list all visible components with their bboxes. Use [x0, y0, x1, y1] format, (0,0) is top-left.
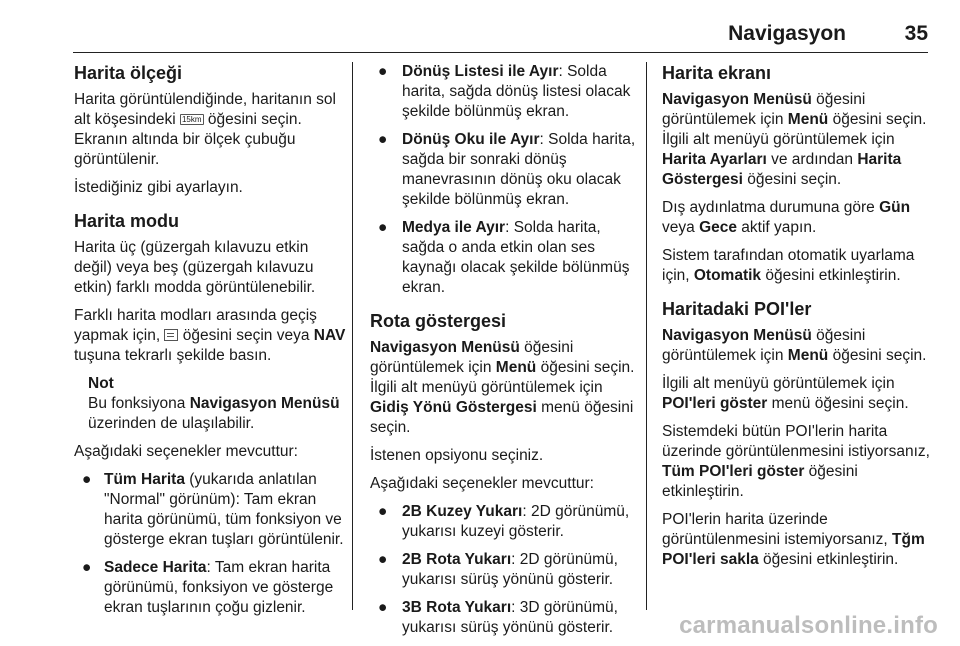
column-2	[370, 62, 638, 646]
text: : 3D görünümü, yukarısı sürüş yönünü gösterir.	[402, 599, 618, 636]
column-divider-1	[352, 62, 353, 610]
paragraph-switch-mode	[74, 306, 346, 366]
text-bold: Navigasyon Menüsü	[662, 91, 812, 108]
heading-map-screen: Harita ekranı	[662, 63, 772, 83]
paragraph-adjust: İstediğiniz gibi ayarlayın.	[74, 179, 243, 196]
bullet-icon: ●	[378, 219, 388, 236]
paragraph-map-scale	[74, 90, 346, 170]
text-bold: Harita Göstergesi	[662, 151, 902, 188]
header-divider	[73, 52, 928, 53]
text: menü öğesini seçin.	[767, 395, 909, 412]
text-bold: Tüm Harita	[104, 471, 185, 488]
heading-map-scale: Harita ölçeği	[74, 63, 183, 83]
text-bold: Menü	[495, 359, 537, 376]
heading-route-indicator: Rota göstergesi	[370, 311, 507, 331]
scale-icon: 15km	[181, 115, 202, 124]
text: üzerinden de ulaşılabilir.	[88, 415, 255, 432]
text: öğesini seçin veya	[182, 327, 310, 344]
text: : Solda harita, sağda bir sonraki dönüş manevrasının dönüş oku olacak şekilde bölünmüş ekran.	[402, 131, 636, 208]
text-bold: Dönüş Oku ile Ayır	[402, 131, 540, 148]
heading-map-pois: Haritadaki POI'ler	[662, 299, 812, 319]
text: tuşuna tekrarlı şekilde basın.	[74, 347, 272, 364]
text: : 2D görünümü, yukarısı kuzeyi gösterir.	[402, 503, 630, 540]
list-item	[370, 62, 638, 122]
bullet-icon: ●	[378, 131, 388, 148]
bullet-icon: ●	[378, 503, 388, 520]
paragraph-route-indicator	[370, 338, 638, 438]
text: Sistemdeki bütün POI'lerin harita üzerinde görüntülenmesini istiyorsanız,	[662, 423, 930, 460]
text: Sistem tarafından otomatik uyarlama için,	[662, 247, 915, 284]
text: Farklı harita modları arasında geçiş yapmak için,	[74, 307, 317, 344]
text: ve ardından	[766, 151, 858, 168]
text-bold: Gün	[879, 199, 911, 216]
page-header-title: Navigasyon	[728, 22, 846, 45]
paragraph-poi-menu	[662, 326, 932, 366]
list-item	[74, 470, 346, 550]
text: : Solda harita, sağda dönüş listesi olacak şekilde bölünmüş ekran.	[402, 63, 631, 120]
text-bold: Dönüş Listesi ile Ayır	[402, 63, 559, 80]
column-divider-2	[646, 62, 647, 610]
text: aktif yapın.	[736, 219, 817, 236]
paragraph-poi-show-all	[662, 422, 932, 502]
text: öğesini görüntülemek için	[662, 91, 866, 128]
text: (yukarıda anlatılan "Normal" görünüm): Tam ekran harita görünümü, tüm fonksiyon ve gösterge ekran tuşları görüntülenir.	[104, 471, 344, 548]
column-3	[662, 62, 932, 578]
heading-map-mode: Harita modu	[74, 211, 180, 231]
text: : Solda harita, sağda o anda etkin olan ses kaynağı olacak şekilde bölünmüş ekran.	[402, 219, 630, 296]
nav-key-label: NAV	[313, 327, 346, 344]
list-item	[370, 502, 638, 542]
note-box	[88, 374, 346, 434]
text: öğesini seçin.	[828, 347, 927, 364]
paragraph-map-mode: Harita üç (güzergah kılavuzu etkin değil) veya beş (güzergah kılavuzu etkin) farklı modda görüntülenebilir.	[74, 239, 316, 296]
options-intro: Aşağıdaki seçenekler mevcuttur:	[74, 443, 298, 460]
watermark-logo: carmanualsonline.info	[679, 612, 938, 639]
options-intro: Aşağıdaki seçenekler mevcuttur:	[370, 475, 594, 492]
text: menü öğesini seçin.	[370, 399, 634, 436]
paragraph-map-screen	[662, 90, 932, 190]
bullet-icon: ●	[378, 551, 388, 568]
text: Dış aydınlatma durumuna göre	[662, 199, 880, 216]
text-bold: 3B Rota Yukarı	[402, 599, 512, 616]
paragraph-poi-submenu	[662, 374, 932, 414]
bullet-icon: ●	[82, 471, 92, 488]
text-bold: Gidiş Yönü Göstergesi	[370, 399, 537, 416]
text: öğesini seçin.	[742, 171, 842, 188]
text: Harita görüntülendiğinde, haritanın sol alt köşesindeki	[74, 91, 336, 128]
text-bold: Medya ile Ayır	[402, 219, 506, 236]
text: POI'lerin harita üzerinde görüntülenmesini istemiyorsanız,	[662, 511, 893, 548]
text: veya	[662, 219, 700, 236]
text-bold: Otomatik	[693, 267, 762, 284]
text: öğesini görüntülemek için	[370, 339, 574, 376]
text: öğesini görüntülemek için	[662, 327, 866, 364]
paragraph-select-option: İstenen opsiyonu seçiniz.	[370, 447, 544, 464]
text-bold: Harita Ayarları	[662, 151, 767, 168]
paragraph-day-night	[662, 198, 932, 238]
text-bold: Navigasyon Menüsü	[189, 395, 340, 412]
bullet-icon: ●	[378, 63, 388, 80]
text: : 2D görünümü, yukarısı sürüş yönünü gösterir.	[402, 551, 618, 588]
note-text	[88, 394, 346, 434]
text-bold: Tüm POI'leri göster	[662, 463, 805, 480]
text-bold: 2B Rota Yukarı	[402, 551, 512, 568]
text-bold: Menü	[787, 347, 829, 364]
text: öğesini seçin. İlgili alt menüyü görüntülemek için	[662, 111, 927, 148]
text-bold: POI'leri göster	[662, 395, 768, 412]
column-1	[74, 62, 346, 626]
text: öğesini etkinleştirin.	[761, 267, 901, 284]
text: Bu fonksiyona	[88, 395, 186, 412]
list-item	[370, 550, 638, 590]
text-bold: Menü	[787, 111, 829, 128]
page-number: 35	[904, 22, 928, 45]
map-mode-list	[74, 470, 346, 618]
text-bold: Tğm POI'leri sakla	[662, 531, 925, 568]
text-bold: Navigasyon Menüsü	[370, 339, 520, 356]
text-bold: Gece	[699, 219, 737, 236]
text: : Tam ekran harita görünümü, fonksiyon ve gösterge ekran tuşlarının çoğu gizlenir.	[104, 559, 334, 616]
text-bold: Navigasyon Menüsü	[662, 327, 812, 344]
bullet-icon: ●	[378, 599, 388, 616]
text-bold: 2B Kuzey Yukarı	[402, 503, 523, 520]
text: öğesini seçin. Ekranın altında bir ölçek çubuğu görüntülenir.	[74, 111, 302, 168]
text: öğesini etkinleştirin.	[662, 463, 858, 500]
text-bold: Sadece Harita	[104, 559, 207, 576]
map-mode-icon	[164, 329, 178, 341]
map-mode-list-cont	[370, 62, 638, 298]
text: öğesini etkinleştirin.	[758, 551, 899, 568]
note-title: Not	[88, 375, 114, 392]
list-item	[74, 558, 346, 618]
paragraph-automatic	[662, 246, 932, 286]
list-item	[370, 218, 638, 298]
bullet-icon: ●	[82, 559, 92, 576]
text: öğesini seçin. İlgili alt menüyü görüntülemek için	[370, 359, 635, 396]
text: İlgili alt menüyü görüntülemek için	[662, 375, 895, 392]
list-item	[370, 130, 638, 210]
paragraph-poi-hide-all	[662, 510, 932, 570]
